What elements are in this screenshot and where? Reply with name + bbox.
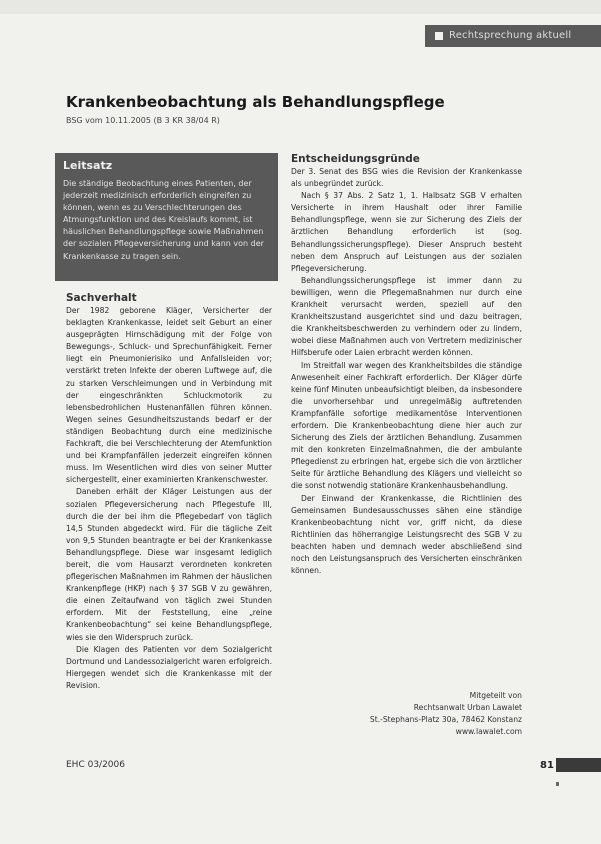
section-label: Rechtsprechung aktuell	[449, 30, 572, 41]
author-signature	[352, 690, 522, 738]
scan-edge	[0, 0, 601, 14]
signature-line: Rechtsanwalt Urban Lawalet	[413, 703, 522, 712]
journal-issue: EHC 03/2006	[66, 760, 125, 770]
section-tab	[425, 25, 601, 47]
article-title: Krankenbeobachtung als Behandlungspflege	[66, 93, 445, 111]
entscheidungsgruende-paragraph: Der 3. Senat des BSG wies die Revision der Krankenkasse als unbegründet zurück.	[291, 167, 522, 189]
court-reference: BSG vom 10.11.2005 (B 3 KR 38/04 R)	[66, 116, 220, 125]
scan-mark	[556, 782, 559, 786]
footer-bar	[556, 758, 601, 772]
sachverhalt-paragraph: Der 1982 geborene Kläger, Versicherter der beklagten Krankenkasse, leidet seit Geburt an einer ausgeprägten Hirnschädigung mit der Folge von Bewegungs-, Schluck- und Sprechunfähigkeit. Ferner liegt ein Pneumonierisiko und Anfallsleiden vor; verstärkt treten Infekte der oberen Luftwege auf, die zu starken Verschleimungen und in Verbindung mit der eingeschränkten Schluckmotorik zu lebensbedrohlichen Hustenanfällen führen können. Wegen seines Gesundheitszustands bedarf er der ständigen Beobachtung durch eine medizinische Fachkraft, die bei Verschlechterung der Atemfunktion und bei Krampfanfällen jederzeit eingreifen können muss. Im Wesentlichen wird dies von seiner Mutter sichergestellt, einer examinierten Krankenschwester.	[66, 306, 272, 485]
signature-line: St.-Stephans-Platz 30a, 78462 Konstanz	[369, 715, 522, 724]
entscheidungsgruende-paragraph: Behandlungssicherungspflege ist immer dann zu bewilligen, wenn die Pflegemaßnahmen nur durch eine Krankheit verursacht werden, speziell auf den Krankheitszustand ausgerichtet sind und dazu beitragen, die Krankheitsbeschwerden zu verhindern oder zu lindern, wobei diese Maßnahmen auch von Vertretern medizinischer Hilfsberufe oder Laien erbracht werden können.	[291, 275, 522, 358]
page-number: 81	[540, 760, 554, 771]
entscheidungsgruende-heading: Entscheidungsgründe	[291, 153, 420, 165]
entscheidungsgruende-paragraph: Der Einwand der Krankenkasse, die Richtlinien des Gemeinsamen Bundesausschusses sähen eine ständige Krankenbeobachtung nicht vor, griff nicht, da diese Richtlinien das höherrangige Leistungsrecht des SGB V zu beachten haben und demnach weder abschließend sind noch den Leistungsanspruch des Versicherten einschränken können.	[291, 493, 522, 576]
square-bullet-icon	[435, 32, 443, 40]
leitsatz-text: Die ständige Beobachtung eines Patienten, der jederzeit medizinisch erforderlich eingreifen zu können, wenn es zu Verschlechterungen des Atmungsfunktion und des Kreislaufs kommt, ist häuslichen Behandlungspflege sowie Maßnahmen der sozialen Pflegeversicherung und kann von der Krankenkasse zu tragen sein.	[63, 179, 264, 261]
leitsatz-heading: Leitsatz	[63, 159, 113, 172]
sachverhalt-heading: Sachverhalt	[66, 292, 137, 304]
sachverhalt-paragraph: Die Klagen des Patienten vor dem Sozialgericht Dortmund und Landessozialgericht waren erfolgreich. Hiergegen wendet sich die Krankenkasse mit der Revision.	[66, 644, 272, 690]
sachverhalt-paragraph: Daneben erhält der Kläger Leistungen aus der sozialen Pflegeversicherung nach Pflegestufe III, durch die der bei ihm die Pflegebedarf von täglich 14,5 Stunden abgedeckt wird. Für die tägliche Zeit von 9,5 Stunden beantragte er bei der Krankenkasse Behandlungspflege. Diese war insgesamt lediglich bereit, die vom Hausarzt verordneten konkreten pflegerischen Maßnahmen im Rahmen der häuslichen Krankenpflege (HKP) nach § 37 SGB V zu gewähren, die einen Zeitaufwand von täglich zwei Stunden erfordern. Mit der Feststellung, eine „reine Krankenbeobachtung“ sei keine Behandlungspflege, wies sie den Widerspruch zurück.	[66, 487, 272, 642]
sachverhalt-column	[66, 305, 272, 692]
entscheidungsgruende-paragraph: Im Streitfall war wegen des Krankheitsbildes die ständige Anwesenheit einer Fachkraft erforderlich. Der Kläger dürfe keine fünf Minuten unbeaufsichtigt bleiben, da insbesondere die unvorhersehbar und unregelmäßig auftretenden Krampfanfälle sofortige medikamentöse Interventionen erfordern. Die Krankenbeobachtung diene hier auch zur Sicherung des Ziels der ärztlichen Behandlung. Zusammen mit den konkreten Einzelmaßnahmen, die der ambulante Pflegedienst zu erbringen hat, ergebe sich die von ärztlicher Seite für ärztliche Behandlung des Klägers und vielleicht so die sonst notwendig stationäre Krankenhausbehandlung.	[291, 360, 522, 491]
entscheidungsgruende-paragraph: Nach § 37 Abs. 2 Satz 1, 1. Halbsatz SGB V erhalten Versicherte in ihrem Haushalt oder ihrer Familie Behandlungspflege, wenn sie zur Sicherung des Ziels der ärztlichen Behandlung erforderlich ist (sog. Behandlungssicherungspflege). Dieser Anspruch besteht neben dem Anspruch auf Leistungen aus der sozialen Pflegeversicherung.	[291, 191, 522, 273]
entscheidungsgruende-column	[291, 166, 522, 577]
signature-line: Mitgeteilt von	[469, 691, 522, 700]
leitsatz-box	[55, 153, 278, 281]
signature-line: www.lawalet.com	[455, 727, 522, 736]
